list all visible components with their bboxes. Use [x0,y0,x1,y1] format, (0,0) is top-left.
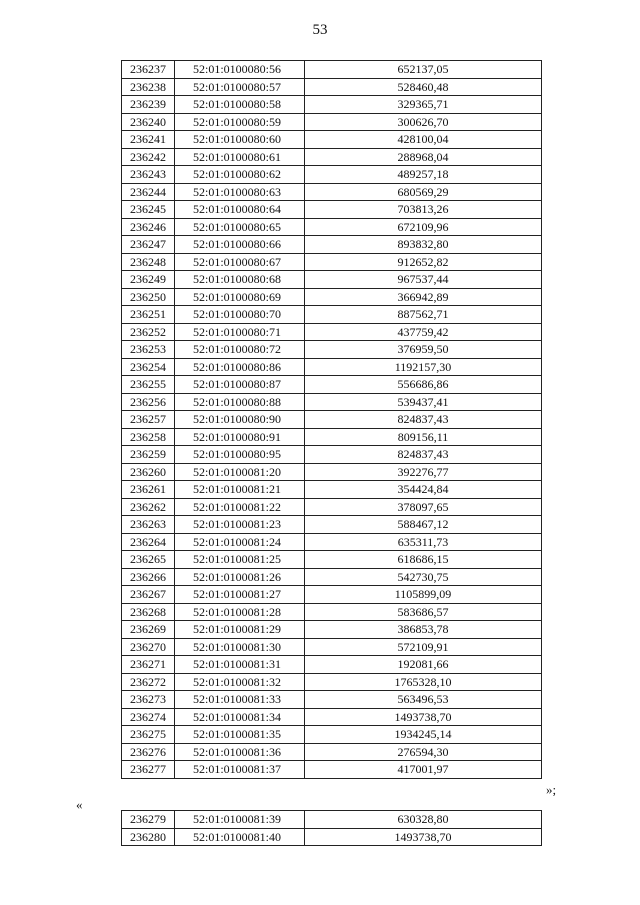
row-number-cell: 236269 [122,621,175,639]
table-row [122,411,542,429]
table-row [122,743,542,761]
value-cell: 386853,78 [305,621,542,639]
cadastral-number-cell: 52:01:0100081:26 [175,568,305,586]
table-row [122,498,542,516]
value-cell: 192081,66 [305,656,542,674]
value-cell: 300626,70 [305,113,542,131]
table-row [122,61,542,79]
value-cell: 583686,57 [305,603,542,621]
closing-quote: »; [546,782,557,797]
cadastral-number-cell: 52:01:0100080:64 [175,201,305,219]
table-row [122,708,542,726]
value-cell: 329365,71 [305,96,542,114]
table-row [122,131,542,149]
row-number-cell: 236245 [122,201,175,219]
value-cell: 809156,11 [305,428,542,446]
cadastral-number-cell: 52:01:0100080:68 [175,271,305,289]
row-number-cell: 236276 [122,743,175,761]
table-row [122,691,542,709]
value-cell: 967537,44 [305,271,542,289]
value-cell: 437759,42 [305,323,542,341]
cadastral-number-cell: 52:01:0100080:63 [175,183,305,201]
row-number-cell: 236266 [122,568,175,586]
cadastral-table-continued [121,810,542,846]
table-row [122,358,542,376]
row-number-cell: 236258 [122,428,175,446]
value-cell: 572109,91 [305,638,542,656]
value-cell: 680569,29 [305,183,542,201]
table-row [122,726,542,744]
cadastral-number-cell: 52:01:0100081:22 [175,498,305,516]
value-cell: 1493738,70 [305,828,542,846]
row-number-cell: 236259 [122,446,175,464]
value-cell: 563496,53 [305,691,542,709]
cadastral-number-cell: 52:01:0100080:67 [175,253,305,271]
value-cell: 542730,75 [305,568,542,586]
table-row [122,621,542,639]
cadastral-number-cell: 52:01:0100081:25 [175,551,305,569]
value-cell: 1493738,70 [305,708,542,726]
row-number-cell: 236277 [122,761,175,779]
row-number-cell: 236246 [122,218,175,236]
value-cell: 630328,80 [305,811,542,829]
value-cell: 392276,77 [305,463,542,481]
row-number-cell: 236262 [122,498,175,516]
cadastral-number-cell: 52:01:0100081:30 [175,638,305,656]
cadastral-number-cell: 52:01:0100081:20 [175,463,305,481]
value-cell: 672109,96 [305,218,542,236]
row-number-cell: 236270 [122,638,175,656]
table-row [122,761,542,779]
cadastral-number-cell: 52:01:0100081:28 [175,603,305,621]
cadastral-number-cell: 52:01:0100080:66 [175,236,305,254]
value-cell: 354424,84 [305,481,542,499]
row-number-cell: 236264 [122,533,175,551]
cadastral-number-cell: 52:01:0100080:56 [175,61,305,79]
table-row [122,828,542,846]
cadastral-number-cell: 52:01:0100080:90 [175,411,305,429]
opening-quote: « [76,797,83,812]
cadastral-number-cell: 52:01:0100080:95 [175,446,305,464]
row-number-cell: 236272 [122,673,175,691]
row-number-cell: 236265 [122,551,175,569]
cadastral-number-cell: 52:01:0100081:23 [175,516,305,534]
row-number-cell: 236239 [122,96,175,114]
row-number-cell: 236261 [122,481,175,499]
cadastral-number-cell: 52:01:0100080:72 [175,341,305,359]
cadastral-number-cell: 52:01:0100081:32 [175,673,305,691]
value-cell: 1765328,10 [305,673,542,691]
cadastral-number-cell: 52:01:0100080:87 [175,376,305,394]
row-number-cell: 236267 [122,586,175,604]
row-number-cell: 236263 [122,516,175,534]
row-number-cell: 236253 [122,341,175,359]
value-cell: 824837,43 [305,446,542,464]
row-number-cell: 236248 [122,253,175,271]
row-number-cell: 236244 [122,183,175,201]
cadastral-number-cell: 52:01:0100080:88 [175,393,305,411]
value-cell: 588467,12 [305,516,542,534]
table-row [122,656,542,674]
value-cell: 652137,05 [305,61,542,79]
cadastral-number-cell: 52:01:0100081:33 [175,691,305,709]
value-cell: 378097,65 [305,498,542,516]
table-row [122,218,542,236]
cadastral-number-cell: 52:01:0100080:91 [175,428,305,446]
row-number-cell: 236275 [122,726,175,744]
table-row [122,166,542,184]
table-row [122,341,542,359]
table-row [122,673,542,691]
table-row [122,428,542,446]
table-row [122,306,542,324]
table-row [122,271,542,289]
row-number-cell: 236252 [122,323,175,341]
value-cell: 376959,50 [305,341,542,359]
row-number-cell: 236241 [122,131,175,149]
cadastral-number-cell: 52:01:0100080:86 [175,358,305,376]
row-number-cell: 236242 [122,148,175,166]
value-cell: 703813,26 [305,201,542,219]
value-cell: 912652,82 [305,253,542,271]
cadastral-number-cell: 52:01:0100080:70 [175,306,305,324]
table-row [122,78,542,96]
cadastral-table [121,60,542,779]
value-cell: 366942,89 [305,288,542,306]
cadastral-number-cell: 52:01:0100081:36 [175,743,305,761]
value-cell: 824837,43 [305,411,542,429]
value-cell: 539437,41 [305,393,542,411]
value-cell: 618686,15 [305,551,542,569]
value-cell: 887562,71 [305,306,542,324]
table-row [122,603,542,621]
value-cell: 1934245,14 [305,726,542,744]
cadastral-number-cell: 52:01:0100081:21 [175,481,305,499]
cadastral-table-body [122,61,542,779]
table-row [122,288,542,306]
cadastral-number-cell: 52:01:0100080:65 [175,218,305,236]
row-number-cell: 236273 [122,691,175,709]
table-row [122,323,542,341]
cadastral-number-cell: 52:01:0100081:35 [175,726,305,744]
cadastral-number-cell: 52:01:0100081:34 [175,708,305,726]
row-number-cell: 236256 [122,393,175,411]
table-row [122,96,542,114]
table-row [122,586,542,604]
table-row [122,463,542,481]
row-number-cell: 236260 [122,463,175,481]
cadastral-number-cell: 52:01:0100080:58 [175,96,305,114]
value-cell: 556686,86 [305,376,542,394]
value-cell: 1192157,30 [305,358,542,376]
cadastral-number-cell: 52:01:0100081:37 [175,761,305,779]
table-row [122,148,542,166]
cadastral-number-cell: 52:01:0100081:27 [175,586,305,604]
row-number-cell: 236243 [122,166,175,184]
table-row [122,113,542,131]
cadastral-number-cell: 52:01:0100080:62 [175,166,305,184]
row-number-cell: 236268 [122,603,175,621]
cadastral-number-cell: 52:01:0100081:31 [175,656,305,674]
row-number-cell: 236280 [122,828,175,846]
cadastral-number-cell: 52:01:0100080:61 [175,148,305,166]
cadastral-number-cell: 52:01:0100081:39 [175,811,305,829]
cadastral-number-cell: 52:01:0100081:40 [175,828,305,846]
cadastral-number-cell: 52:01:0100080:69 [175,288,305,306]
cadastral-table-continued-body [122,811,542,846]
value-cell: 288968,04 [305,148,542,166]
value-cell: 893832,80 [305,236,542,254]
table-row [122,376,542,394]
row-number-cell: 236238 [122,78,175,96]
value-cell: 428100,04 [305,131,542,149]
table-row [122,516,542,534]
cadastral-number-cell: 52:01:0100080:71 [175,323,305,341]
table-row [122,481,542,499]
row-number-cell: 236240 [122,113,175,131]
table-row [122,446,542,464]
table-row [122,201,542,219]
row-number-cell: 236254 [122,358,175,376]
row-number-cell: 236237 [122,61,175,79]
cadastral-number-cell: 52:01:0100081:24 [175,533,305,551]
row-number-cell: 236255 [122,376,175,394]
table-row [122,183,542,201]
value-cell: 417001,97 [305,761,542,779]
row-number-cell: 236251 [122,306,175,324]
table-row [122,551,542,569]
value-cell: 1105899,09 [305,586,542,604]
row-number-cell: 236247 [122,236,175,254]
value-cell: 489257,18 [305,166,542,184]
row-number-cell: 236271 [122,656,175,674]
table-row [122,568,542,586]
cadastral-number-cell: 52:01:0100080:57 [175,78,305,96]
page-number: 53 [312,22,328,38]
table-row [122,393,542,411]
value-cell: 635311,73 [305,533,542,551]
table-row [122,811,542,829]
table-row [122,236,542,254]
row-number-cell: 236249 [122,271,175,289]
table-row [122,533,542,551]
row-number-cell: 236250 [122,288,175,306]
cadastral-number-cell: 52:01:0100081:29 [175,621,305,639]
value-cell: 276594,30 [305,743,542,761]
row-number-cell: 236257 [122,411,175,429]
row-number-cell: 236279 [122,811,175,829]
cadastral-number-cell: 52:01:0100080:60 [175,131,305,149]
cadastral-number-cell: 52:01:0100080:59 [175,113,305,131]
row-number-cell: 236274 [122,708,175,726]
value-cell: 528460,48 [305,78,542,96]
table-row [122,638,542,656]
table-row [122,253,542,271]
